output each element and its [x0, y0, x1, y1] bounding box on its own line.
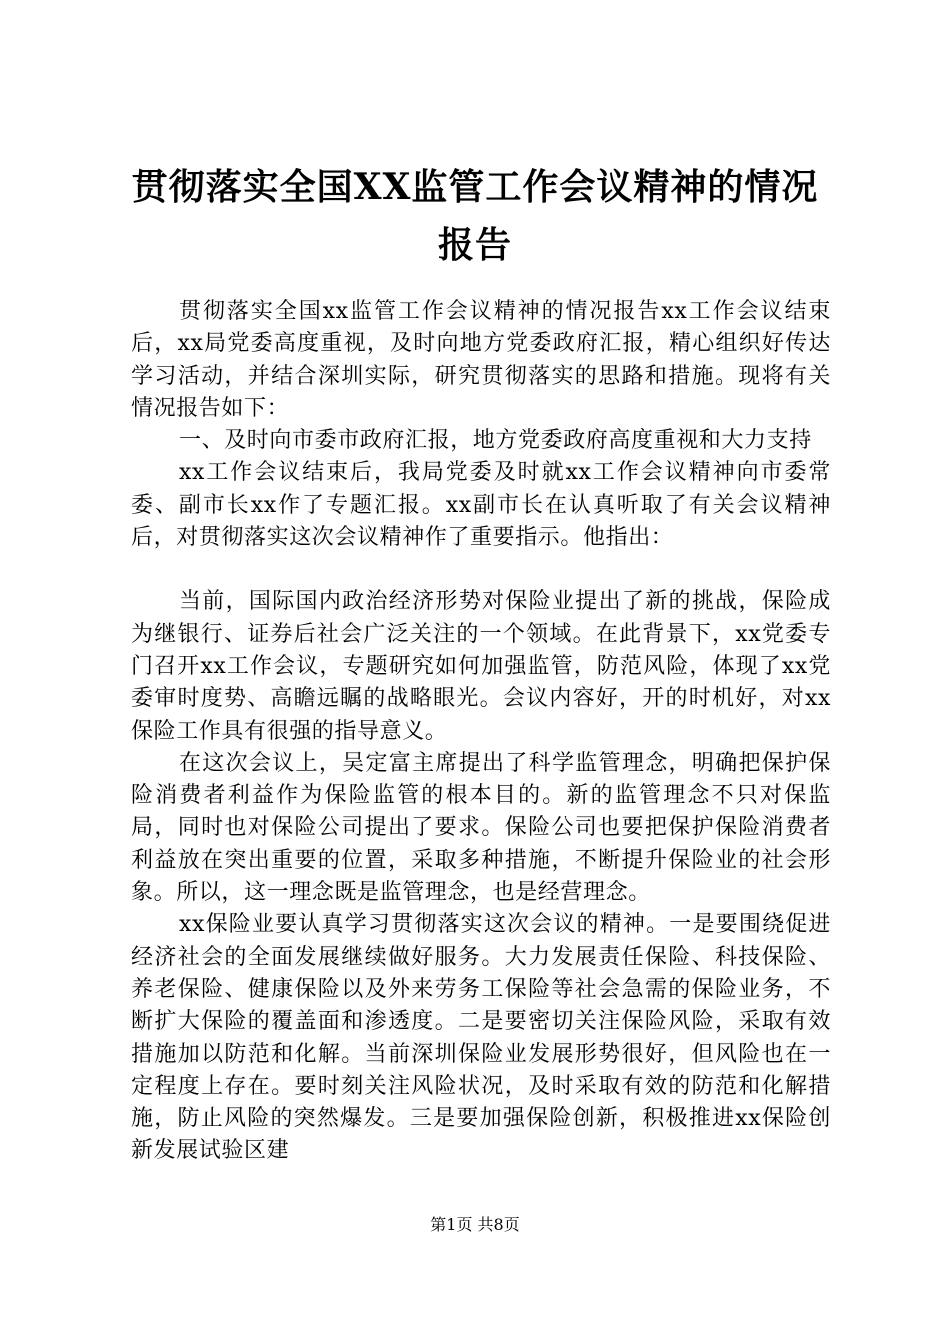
paragraph-intro: 贯彻落实全国xx监管工作会议精神的情况报告xx工作会议结束后，xx局党委高度重视，及时向地方党委政府汇报，精心组织好传达学习活动，并结合深圳实际，研究贯彻落实的思路和措施。现将有关情况报告如下： — [131, 299, 831, 421]
document-body — [131, 296, 831, 1168]
paragraph-implementation: xx保险业要认真学习贯彻落实这次会议的精神。一是要围绕促进经济社会的全面发展继续做好服务。大力发展责任保险、科技保险、养老保险、健康保险以及外来劳务工保险等社会急需的保险业务，不断扩大保险的覆盖面和渗透度。二是要密切关注保险风险，采取有效措施加以防范和化解。当前深圳保险业发展形势很好，但风险也在一定程度上存在。要时刻关注风险状况，及时采取有效的防范和化解措施，防止风险的突然爆发。三是要加强保险创新，积极推进xx保险创新发展试验区建 — [131, 912, 831, 1164]
paragraph-regulation-concept: 在这次会议上，吴定富主席提出了科学监管理念，明确把保护保险消费者利益作为保险监管的根本目的。新的监管理念不只对保监局，同时也对保险公司提出了要求。保险公司也要把保护保险消费者利益放在突出重要的位置，采取多种措施，不断提升保险业的社会形象。所以，这一理念既是监管理念，也是经营理念。 — [131, 750, 831, 906]
paragraph-section-heading: 一、及时向市委市政府汇报，地方党委政府高度重视和大力支持 — [179, 428, 812, 454]
document-title: 贯彻落实全国XX监管工作会议精神的情况报告 — [131, 166, 819, 266]
page-number-footer: 第1页 共8页 — [430, 1215, 520, 1234]
paragraph-context: 当前，国际国内政治经济形势对保险业提出了新的挑战，保险成为继银行、证券后社会广泛关注的一个领域。在此背景下，xx党委专门召开xx工作会议，专题研究如何加强监管，防范风险，体现了xx党委审时度势、高瞻远瞩的战略眼光。会议内容好，开的时机好，对xx保险工作具有很强的指导意义。 — [131, 589, 831, 744]
paragraph-report: xx工作会议结束后，我局党委及时就xx工作会议精神向市委常委、副市长xx作了专题汇报。xx副市长在认真听取了有关会议精神后，对贯彻落实这次会议精神作了重要指示。他指出： — [131, 460, 831, 551]
